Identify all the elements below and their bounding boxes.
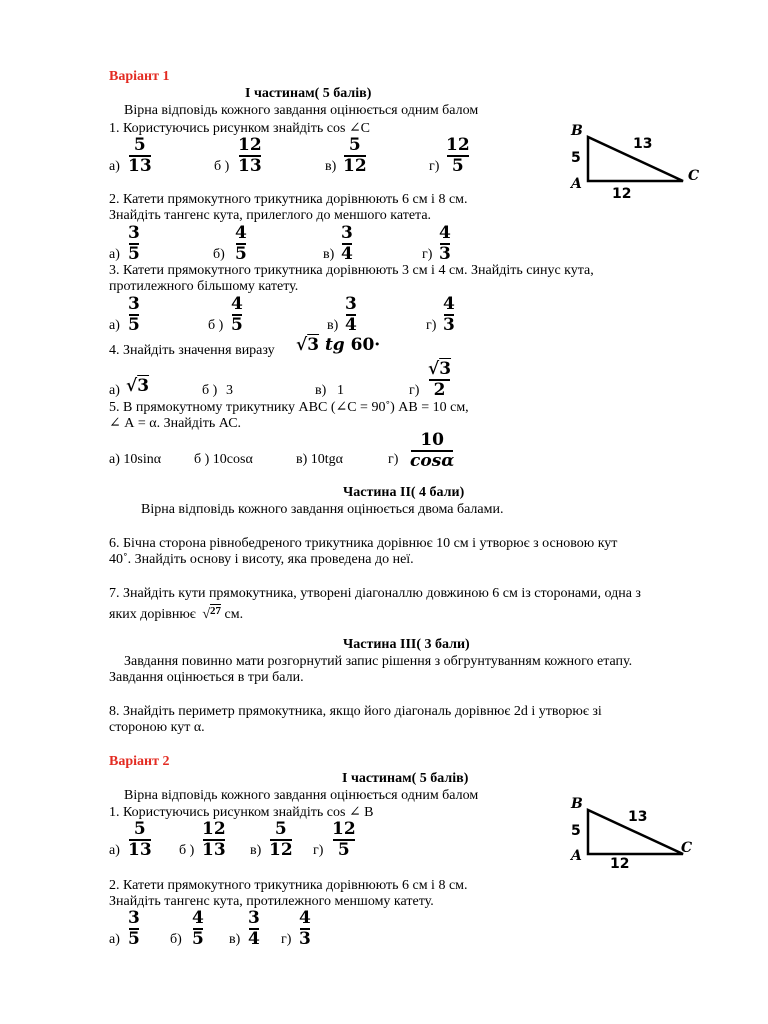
q5-option-d-fraction: 10 cosα — [410, 430, 455, 471]
v2-question-2-line-1: 2. Катети прямокутного трикутника дорівнюють 6 см і 8 см. — [109, 878, 468, 893]
triangle-v2-side-ac: 12 — [610, 856, 630, 872]
v2-q1-option-d-fraction: 12 5 — [332, 819, 356, 860]
q1-option-b-fraction: 12 13 — [238, 135, 262, 176]
q3-option-d-fraction: 4 3 — [443, 294, 455, 335]
question-7-line-2: яких дорівнює √$^{27}$ см. — [109, 605, 244, 622]
question-4-text: 4. Знайдіть значення виразу — [109, 343, 275, 358]
v2-q2-option-b-fraction: 4 5 — [192, 908, 204, 949]
q1-option-b-label: б ) — [214, 159, 230, 174]
part-3-intro-line-2: Завдання оцінюється в три бали. — [109, 670, 304, 685]
q3-option-c-fraction: 3 4 — [345, 294, 357, 335]
triangle-v1-side-bc: 13 — [633, 136, 653, 152]
part-1-heading: І частинам( 5 балів) — [245, 86, 372, 101]
variant-2-title: Варіант 2 — [109, 754, 170, 769]
v2-q2-option-c-fraction: 3 4 — [248, 908, 260, 949]
q3-option-a-label: а) — [109, 318, 120, 333]
question-3-line-1: 3. Катети прямокутного трикутника дорівнюють 3 см і 4 см. Знайдіть синус кута, — [109, 263, 594, 278]
v2-q1-option-b-label: б ) — [179, 843, 195, 858]
q1-option-d-fraction: 12 5 — [446, 135, 470, 176]
v2-q2-option-c-label: в) — [229, 932, 241, 947]
q3-option-b-label: б ) — [208, 318, 224, 333]
v2-q2-option-d-label: г) — [281, 932, 292, 947]
variant-1-title: Варіант 1 — [109, 69, 170, 84]
q1-option-c-label: в) — [325, 159, 337, 174]
q3-option-b-fraction: 4 5 — [231, 294, 243, 335]
q3-option-a-fraction: 3 5 — [128, 294, 140, 335]
part-2-intro: Вірна відповідь кожного завдання оцінюється двома балами. — [141, 502, 504, 517]
triangle-v2-side-bc: 13 — [628, 809, 648, 825]
v2-q1-option-c-fraction: 5 12 — [269, 819, 293, 860]
v2-q2-option-d-fraction: 4 3 — [299, 908, 311, 949]
q7-suffix: см. — [224, 607, 244, 622]
question-8-line-1: 8. Знайдіть периметр прямокутника, якщо його діагональ дорівнює 2d і утворює зі — [109, 704, 602, 719]
triangle-v1-side-ab: 5 — [571, 150, 581, 166]
q5-option-b: б ) 10cosα — [194, 452, 253, 467]
q2-option-b-fraction: 4 5 — [235, 223, 247, 264]
q4-option-c-label: в) — [315, 383, 327, 398]
v2-q1-option-c-label: в) — [250, 843, 262, 858]
question-2-line-2: Знайдіть тангенс кута, прилеглого до меншого катета. — [109, 208, 432, 223]
part-3-intro-line-1: Завдання повинно мати розгорнутий запис рішення з обгрунтуванням кожного етапу. — [124, 654, 633, 669]
q7-prefix: яких дорівнює — [109, 607, 196, 622]
v2-q2-option-a-label: а) — [109, 932, 120, 947]
part-1-intro: Вірна відповідь кожного завдання оцінюється одним балом — [124, 103, 479, 118]
q4-option-b-label: б ) — [202, 383, 218, 398]
question-8-line-2: стороною кут α. — [109, 720, 205, 735]
triangle-v2-vertex-c: C — [681, 840, 693, 856]
question-5-line-2: ∠ А = α. Знайдіть АС. — [109, 416, 242, 431]
q2-option-a-label: а) — [109, 247, 120, 262]
v2-question-1-text: 1. Користуючись рисунком знайдіть cos ∠ В — [109, 805, 374, 820]
q5-option-c: в) 10tgα — [296, 452, 343, 467]
triangle-v1-vertex-a: A — [571, 176, 582, 192]
q1-option-a-fraction: 5 13 — [128, 135, 152, 176]
question-1-text: 1. Користуючись рисунком знайдіть cos ∠С — [109, 121, 371, 136]
q7-radicand: 27 — [210, 605, 222, 617]
question-2-line-1: 2. Катети прямокутного трикутника дорівнюють 6 см і 8 см. — [109, 192, 468, 207]
q4-option-d-fraction: √3 2 — [428, 359, 452, 400]
v2-part-1-intro: Вірна відповідь кожного завдання оцінюється одним балом — [124, 788, 479, 803]
question-3-line-2: протилежного більшому катету. — [109, 279, 299, 294]
v2-q1-option-d-label: г) — [313, 843, 324, 858]
part-2-heading: Частина ІІ( 4 бали) — [343, 485, 465, 500]
q4-option-d-label: г) — [409, 383, 420, 398]
q1-option-c-fraction: 5 12 — [343, 135, 367, 176]
v2-question-2-line-2: Знайдіть тангенс кута, протилежного меншому катету. — [109, 894, 434, 909]
v2-q1-option-b-fraction: 12 13 — [202, 819, 226, 860]
q2-option-d-fraction: 4 3 — [439, 223, 451, 264]
triangle-v2-side-ab: 5 — [571, 823, 581, 839]
question-5-line-1: 5. В прямокутному трикутнику АВС (∠С = 90˚) АВ = 10 см, — [109, 400, 469, 415]
q4-option-a-value: √3 — [126, 376, 150, 396]
triangle-v2-vertex-b: B — [571, 796, 583, 812]
question-6-line-2: 40˚. Знайдіть основу і висоту, яка проведена до неї. — [109, 552, 414, 567]
q2-option-b-label: б) — [213, 247, 225, 262]
triangle-v1-side-ac: 12 — [612, 186, 632, 202]
q5-option-a: а) 10sinα — [109, 452, 162, 467]
q1-option-d-label: г) — [429, 159, 440, 174]
v2-part-1-heading: І частинам( 5 балів) — [342, 771, 469, 786]
question-7-line-1: 7. Знайдіть кути прямокутника, утворені діагоналлю довжиною 6 см із сторонами, одна з — [109, 586, 641, 601]
part-3-heading: Частина ІІІ( 3 бали) — [343, 637, 470, 652]
v2-q2-option-a-fraction: 3 5 — [128, 908, 140, 949]
q2-option-c-label: в) — [323, 247, 335, 262]
q5-option-d-label: г) — [388, 452, 399, 467]
q4-option-a-label: а) — [109, 383, 120, 398]
triangle-v1-vertex-c: C — [688, 168, 700, 184]
q2-option-a-fraction: 3 5 — [128, 223, 140, 264]
v2-q2-option-b-label: б) — [170, 932, 182, 947]
q4-expression: √3 tg 60· — [296, 335, 381, 355]
q4-option-c-value: 1 — [337, 383, 344, 398]
q2-option-c-fraction: 3 4 — [341, 223, 353, 264]
q4-option-b-value: 3 — [226, 383, 233, 398]
triangle-v2-vertex-a: A — [571, 848, 582, 864]
v2-q1-option-a-label: а) — [109, 843, 120, 858]
q1-option-a-label: а) — [109, 159, 120, 174]
q3-option-c-label: в) — [327, 318, 339, 333]
triangle-v1-vertex-b: B — [571, 123, 583, 139]
question-6-line-1: 6. Бічна сторона рівнобедреного трикутника дорівнює 10 см і утворює з основою кут — [109, 536, 618, 551]
q3-option-d-label: г) — [426, 318, 437, 333]
v2-q1-option-a-fraction: 5 13 — [128, 819, 152, 860]
q2-option-d-label: г) — [422, 247, 433, 262]
